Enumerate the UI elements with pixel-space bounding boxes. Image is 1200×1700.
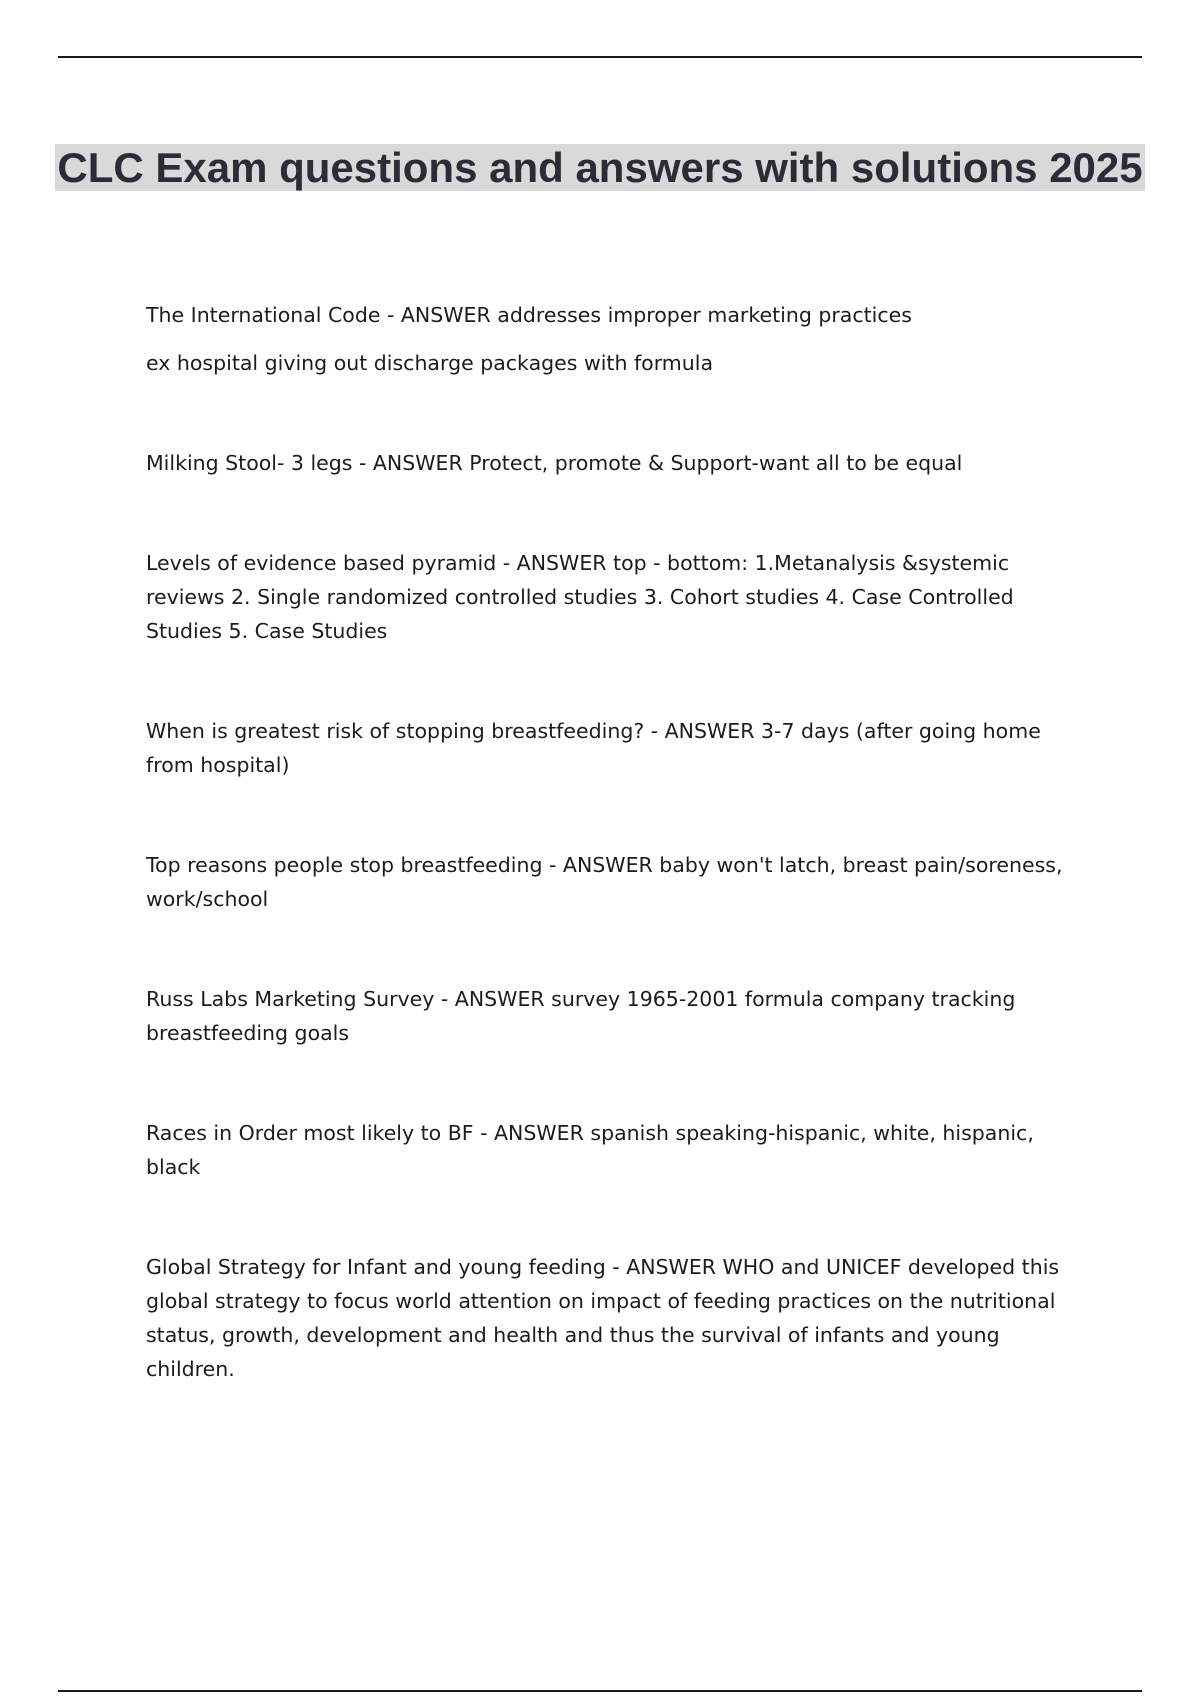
top-divider — [58, 56, 1142, 58]
qa-entry — [146, 298, 1086, 380]
qa-entry — [146, 714, 1086, 782]
qa-text: Top reasons people stop breastfeeding - ANSWER baby won't latch, breast pain/soreness, work/school — [146, 853, 1063, 911]
qa-text: The International Code - ANSWER addresses improper marketing practices — [146, 303, 912, 327]
qa-entry — [146, 1250, 1086, 1386]
qa-text: Levels of evidence based pyramid - ANSWER top - bottom: 1.Metanalysis &systemic reviews 2. Single randomized controlled studies 3. Cohort studies 4. Case Controlled Studies 5. Case Studies — [146, 551, 1014, 643]
qa-entry — [146, 848, 1086, 916]
page-title — [0, 142, 1200, 194]
qa-text: Races in Order most likely to BF - ANSWER spanish speaking-hispanic, white, hispanic, black — [146, 1121, 1034, 1179]
qa-entry — [146, 1116, 1086, 1184]
qa-text: Global Strategy for Infant and young feeding - ANSWER WHO and UNICEF developed this global strategy to focus world attention on impact of feeding practices on the nutritional status, growth, development and health and thus the survival of infants and young children. — [146, 1255, 1060, 1381]
qa-text: Milking Stool- 3 legs - ANSWER Protect, promote & Support-want all to be equal — [146, 451, 963, 475]
qa-entry — [146, 546, 1086, 648]
qa-text: Russ Labs Marketing Survey - ANSWER survey 1965-2001 formula company tracking breastfeeding goals — [146, 987, 1016, 1045]
qa-text: ex hospital giving out discharge packages with formula — [146, 351, 714, 375]
qa-list — [146, 298, 1086, 1386]
bottom-divider — [58, 1690, 1142, 1692]
qa-entry — [146, 982, 1086, 1050]
qa-entry — [146, 446, 1086, 480]
page-title-text: CLC Exam questions and answers with solutions 2025 — [57, 144, 1143, 191]
qa-text: When is greatest risk of stopping breastfeeding? - ANSWER 3-7 days (after going home from hospital) — [146, 719, 1041, 777]
